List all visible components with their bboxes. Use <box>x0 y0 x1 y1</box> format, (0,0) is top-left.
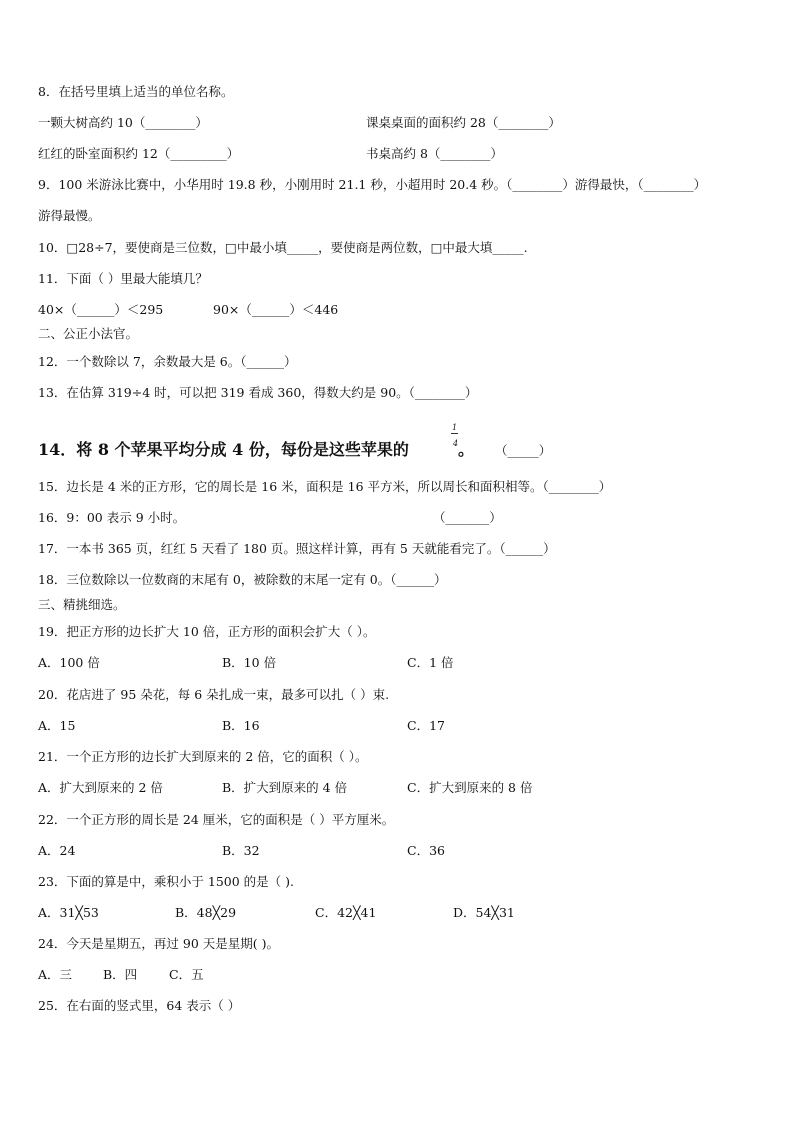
question-24-option-c: C．五 <box>169 967 204 982</box>
question-22-option-c: C．36 <box>407 843 445 858</box>
fraction-bar <box>451 433 458 434</box>
question-19-option-a: A．100 倍 <box>38 655 100 670</box>
fraction-numerator: 1 <box>452 423 458 432</box>
question-10: 10．□28÷7，要使商是三位数，□中最小填_____，要使商是两位数，□中最大填_____. <box>38 240 528 255</box>
question-19-option-b: B．10 倍 <box>222 655 277 670</box>
question-21-option-a: A．扩大到原来的 2 倍 <box>38 780 163 795</box>
question-23-option-b: B．48╳29 <box>175 905 237 920</box>
question-25: 25．在右面的竖式里，64 表示（ ） <box>38 998 241 1013</box>
question-8-item-a: 一颗大树高约 10（________） <box>38 115 208 130</box>
question-20-option-b: B．16 <box>222 718 260 733</box>
question-19-option-c: C．1 倍 <box>407 655 454 670</box>
question-15: 15．边长是 4 米的正方形，它的周长是 16 米，面积是 16 平方米，所以周长和面积相等。（________） <box>38 479 612 494</box>
question-22-option-a: A．24 <box>38 843 76 858</box>
question-8-item-d: 书桌高约 8（________） <box>366 146 503 161</box>
question-21-stem: 21．一个正方形的边长扩大到原来的 2 倍，它的面积（ ）。 <box>38 749 368 764</box>
question-16: 16．9：00 表示 9 小时。 <box>38 510 186 525</box>
question-11-item-a: 40×（______）＜295 <box>38 302 164 317</box>
question-21-option-b: B．扩大到原来的 4 倍 <box>222 780 348 795</box>
question-17: 17．一本书 365 页，红红 5 天看了 180 页。照这样计算，再有 5 天就能看完了。（______） <box>38 541 556 556</box>
question-9-line1: 9．100 米游泳比赛中，小华用时 19.8 秒，小刚用时 21.1 秒，小超用时 20.4 秒。（________）游得最快，（________） <box>38 177 707 192</box>
question-24-stem: 24．今天是星期五，再过 90 天是星期( )。 <box>38 936 279 951</box>
section-2-heading: 二、公正小法官。 <box>38 326 139 341</box>
question-21-option-c: C．扩大到原来的 8 倍 <box>407 780 533 795</box>
question-20-option-a: A．15 <box>38 718 76 733</box>
question-16-blank: （_______） <box>433 510 502 525</box>
question-24-option-a: A．三 <box>38 967 73 982</box>
question-20-stem: 20．花店进了 95 朵花，每 6 朵扎成一束，最多可以扎（ ）束. <box>38 687 390 702</box>
question-24-option-b: B．四 <box>103 967 138 982</box>
question-23-option-c: C．42╳41 <box>315 905 377 920</box>
question-14-tail: 。 <box>458 440 475 459</box>
section-3-heading: 三、精挑细选。 <box>38 597 126 612</box>
question-8-item-c: 红红的卧室面积约 12（_________） <box>38 146 240 161</box>
question-11-item-b: 90×（______）＜446 <box>213 302 339 317</box>
question-9-line2: 游得最慢。 <box>38 208 101 223</box>
question-8-item-b: 课桌桌面的面积约 28（________） <box>366 115 561 130</box>
fraction-denominator: 4 <box>453 439 459 448</box>
question-23-stem: 23．下面的算是中，乘积小于 1500 的是（ ). <box>38 874 294 889</box>
question-19-stem: 19．把正方形的边长扩大 10 倍，正方形的面积会扩大（ ）。 <box>38 624 376 639</box>
question-23-option-a: A．31╳53 <box>38 905 99 920</box>
question-8-stem: 8．在括号里填上适当的单位名称。 <box>38 84 234 99</box>
question-14-blank: （_____） <box>495 443 552 458</box>
question-12: 12．一个数除以 7，余数最大是 6。（______） <box>38 354 297 369</box>
question-22-stem: 22．一个正方形的周长是 24 厘米，它的面积是（ ）平方厘米。 <box>38 812 395 827</box>
question-20-option-c: C．17 <box>407 718 445 733</box>
question-22-option-b: B．32 <box>222 843 260 858</box>
question-13: 13．在估算 319÷4 时，可以把 319 看成 360，得数大约是 90。（________） <box>38 385 478 400</box>
question-14 <box>38 440 409 460</box>
question-23-option-d: D．54╳31 <box>453 905 515 920</box>
question-18: 18．三位数除以一位数商的末尾有 0，被除数的末尾一定有 0。（______） <box>38 572 447 587</box>
question-11-stem: 11．下面（ ）里最大能填几？ <box>38 271 208 286</box>
question-14-text: 14．将 8 个苹果平均分成 4 份，每份是这些苹果的 <box>38 440 409 459</box>
